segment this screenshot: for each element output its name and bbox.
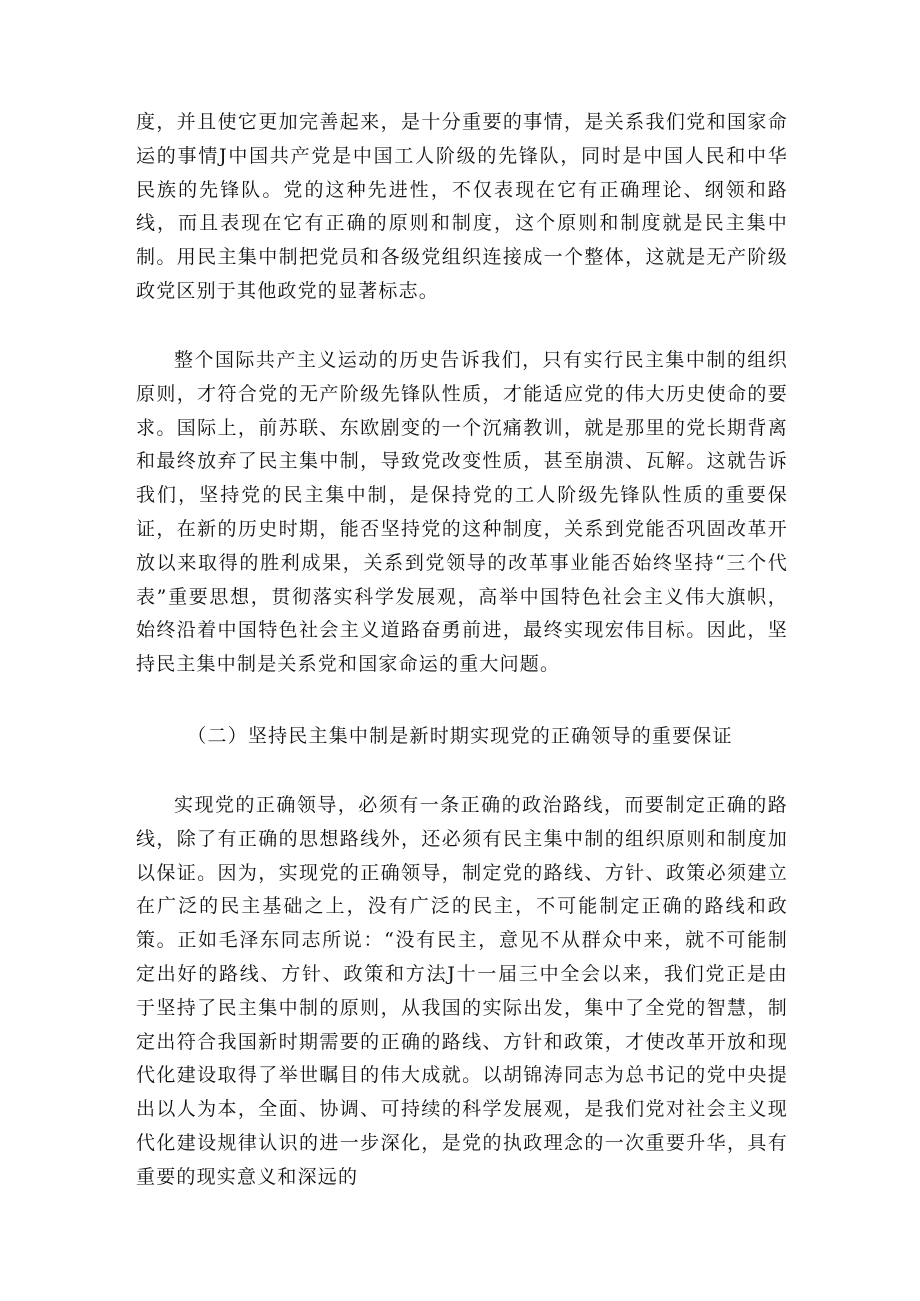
body-paragraph-2: 整个国际共产主义运动的历史告诉我们，只有实行民主集中制的组织原则，才符合党的无产阶级先锋队性质，才能适应党的伟大历史使命的要求。国际上，前苏联、东欧剧变的一个沉痛教训，就是那里的党长期背离和最终放弃了民主集中制，导致党改变性质，甚至崩溃、瓦解。这就告诉我们，坚持党的民主集中制，是保持党的工人阶级先锋队性质的重要保证，在新的历史时期，能否坚持党的这种制度，关系到党能否巩固改革开放以来取得的胜利成果，关系到党领导的改革事业能否始终坚持“三个代表”重要思想，贯彻落实科学发展观，高举中国特色社会主义伟大旗帜，始终沿着中国特色社会主义道路奋勇前进，最终实现宏伟目标。因此，坚持民主集中制是关系党和国家命运的重大问题。 — [136, 349, 788, 676]
body-paragraph-1: 度，并且使它更加完善起来，是十分重要的事情，是关系我们党和国家命运的事情J中国共产党是中国工人阶级的先锋队，同时是中国人民和中华民族的先锋队。党的这种先进性，不仅表现在它有正确理论、纲领和路线，而且表现在它有正确的原则和制度，这个原则和制度就是民主集中制。用民主集中制把党员和各级党组织连接成一个整体，这就是无产阶级政党区别于其他政党的显著标志。 — [136, 111, 788, 302]
section-heading: （二）坚持民主集中制是新时期实现党的正确领导的重要保证 — [187, 725, 733, 747]
body-paragraph-3: 实现党的正确领导，必须有一条正确的政治路线，而要制定正确的路线，除了有正确的思想路线外，还必须有民主集中制的组织原则和制度加以保证。因为，实现党的正确领导，制定党的路线、方针、政策必须建立在广泛的民主基础之上，没有广泛的民主，不可能制定正确的路线和政策。正如毛泽东同志所说：“没有民主，意见不从群众中来，就不可能制定出好的路线、方针、政策和方法J十一届三中全会以来，我们党正是由于坚持了民主集中制的原则，从我国的实际出发，集中了全党的智慧，制定出符合我国新时期需要的正确的路线、方针和政策，才使改革开放和现代化建设取得了举世瞩目的伟大成就。以胡锦涛同志为总书记的党中央提出以人为本，全面、协调、可持续的科学发展观，是我们党对社会主义现代化建设规律认识的进一步深化，是党的执政理念的一次重要升华，具有重要的现实意义和深远的 — [136, 794, 788, 1188]
